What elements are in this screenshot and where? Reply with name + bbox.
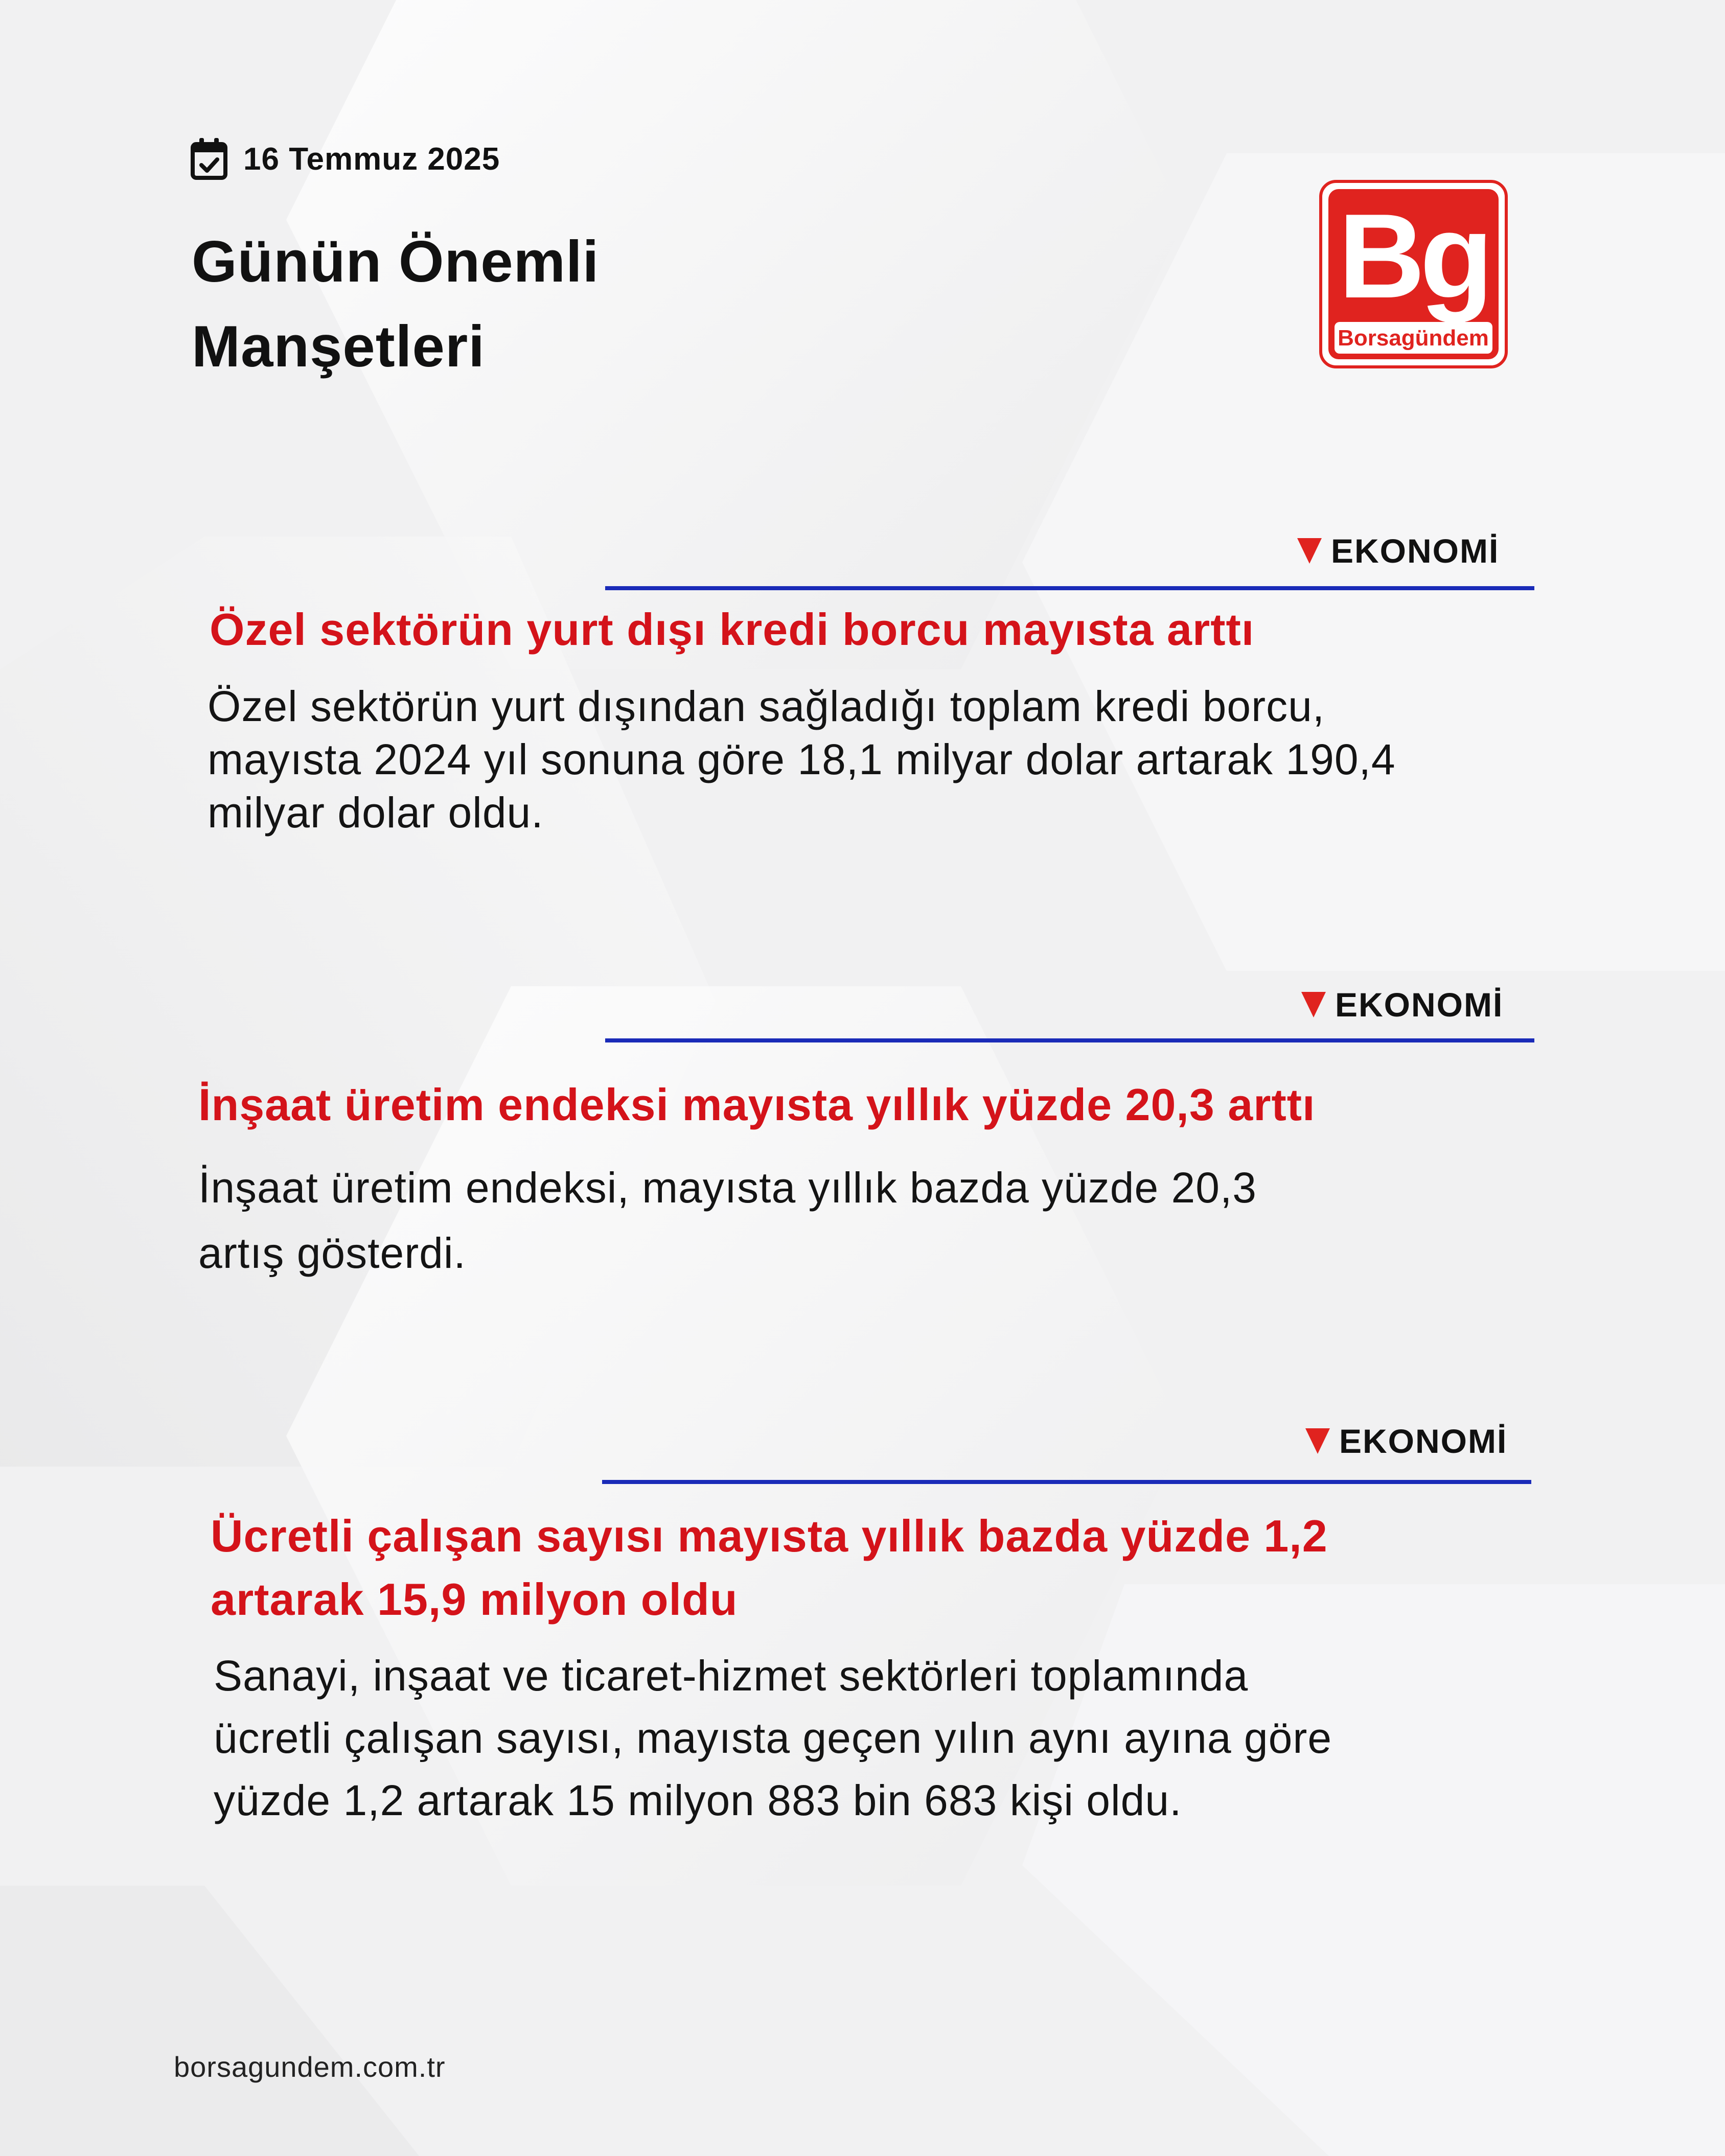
article-body [214,1644,1553,1832]
page-title [192,220,856,389]
borsagundem-logo [1319,180,1508,368]
category-tag [1297,531,1499,570]
article-body-line: Özel sektörün yurt dışından sağladığı toplam kredi borcu, [208,682,1325,730]
category-label: EKONOMİ [1335,986,1504,1024]
article-body [198,1155,1537,1286]
logo-mark: Bg [1338,189,1488,323]
triangle-down-icon [1301,992,1326,1017]
article-body [208,680,1547,839]
article-headline-line: Ücretli çalışan sayısı mayısta yıllık bazda yüzde 1,2 [211,1511,1328,1561]
article-headline: İnşaat üretim endeksi mayısta yıllık yüzde 20,3 arttı [198,1079,1316,1130]
article-body-line: Sanayi, inşaat ve ticaret-hizmet sektörleri toplamında [214,1652,1249,1700]
triangle-down-icon [1297,538,1322,564]
date-label: 16 Temmuz 2025 [243,141,500,177]
section-divider [605,1038,1534,1042]
category-label: EKONOMİ [1331,532,1500,570]
article-body-line: milyar dolar oldu. [208,789,544,837]
article-body-line: İnşaat üretim endeksi, mayısta yıllık bazda yüzde 20,3 [198,1164,1257,1212]
category-tag [1305,1422,1507,1460]
logo-name: Borsagündem [1338,326,1489,351]
section-divider [602,1480,1531,1484]
article-headline [211,1504,1550,1631]
article-body-line: artış gösterdi. [198,1229,466,1277]
article-body-line: mayısta 2024 yıl sonuna göre 18,1 milyar dolar artarak 190,4 [208,735,1396,783]
calendar-check-icon [190,137,228,181]
date-row [190,137,500,181]
page-title-line-1: Günün Önemli [192,229,600,294]
article-headline-line: artarak 15,9 milyon oldu [211,1574,738,1625]
footer-website-link[interactable]: borsagundem.com.tr [174,2051,446,2083]
article-body-line: ücretli çalışan sayısı, mayısta geçen yılın aynı ayına göre [214,1714,1332,1762]
category-tag [1301,985,1503,1024]
article-body-line: yüzde 1,2 artarak 15 milyon 883 bin 683 kişi oldu. [214,1776,1182,1824]
page-title-line-2: Manşetleri [192,314,485,379]
section-divider [605,586,1534,590]
article-headline: Özel sektörün yurt dışı kredi borcu mayısta arttı [210,604,1255,655]
triangle-down-icon [1305,1428,1330,1454]
category-label: EKONOMİ [1339,1422,1508,1460]
